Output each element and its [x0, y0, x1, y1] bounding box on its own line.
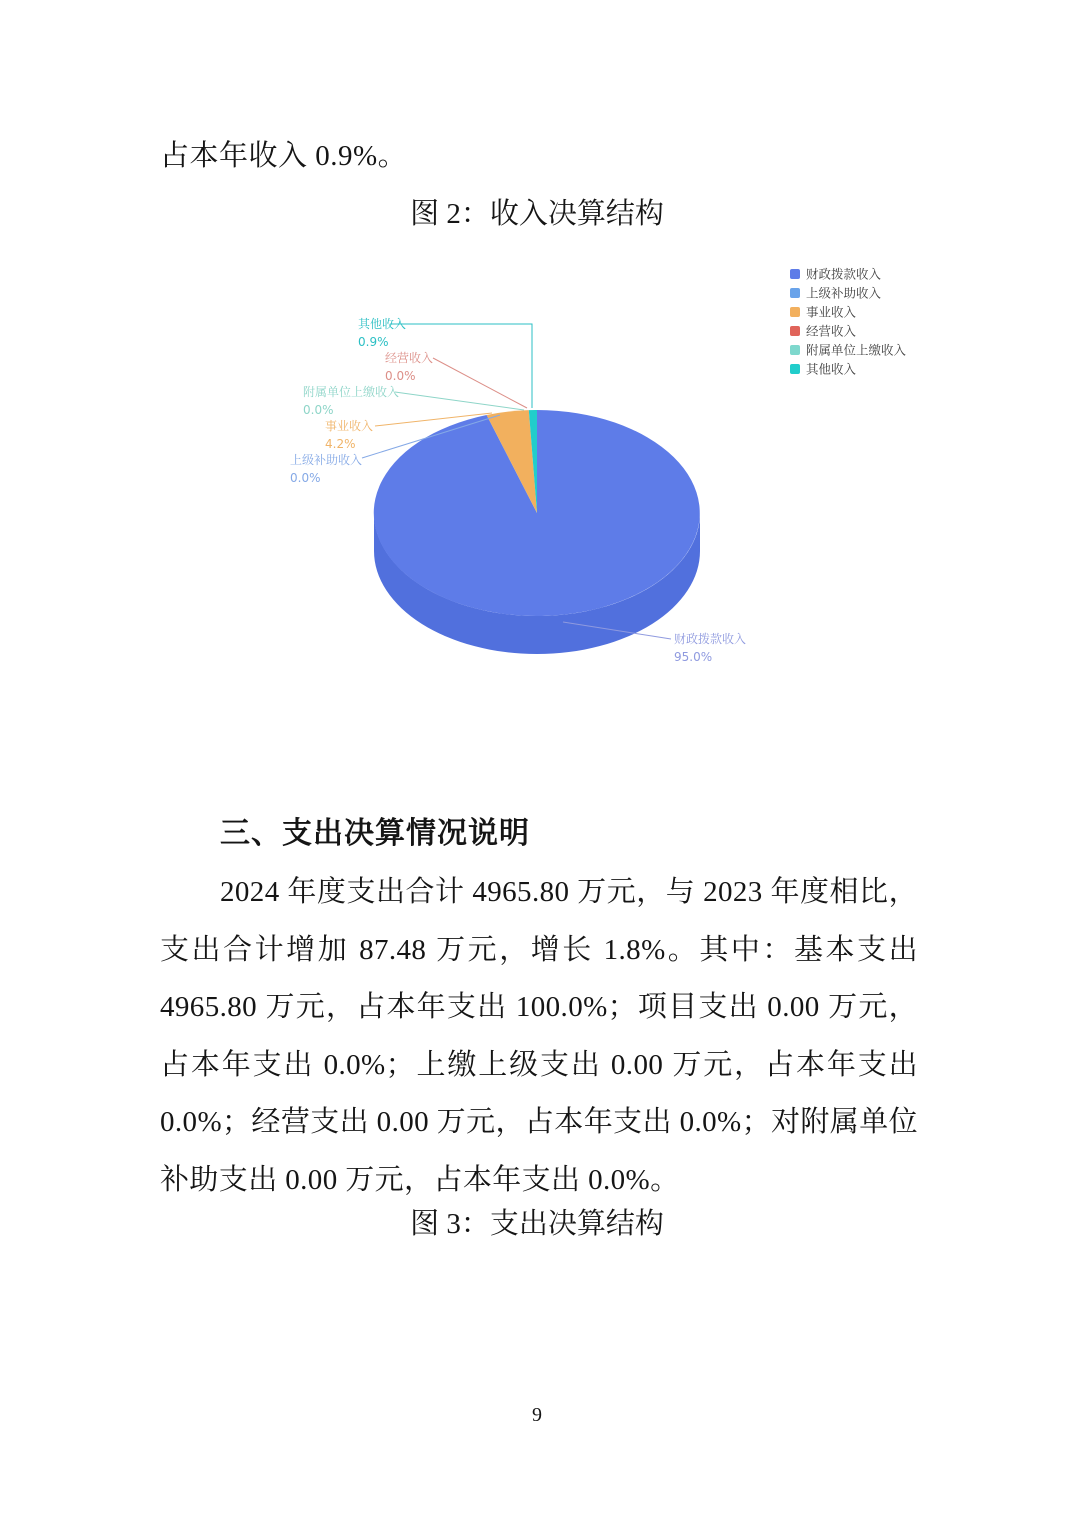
legend-item-jingying	[790, 324, 857, 339]
legend-label-shiye: 事业收入	[806, 304, 857, 320]
pie-3d-body	[374, 410, 700, 654]
legend-swatch-jingying	[790, 326, 800, 336]
leader-fushu	[395, 392, 524, 410]
leader-jingying	[433, 358, 527, 408]
legend-item-caizheng	[790, 267, 882, 282]
callout-fushu-pct: 0.0%	[303, 403, 334, 417]
legend-swatch-shangji	[790, 288, 800, 298]
legend-label-fushu: 附属单位上缴收入	[806, 342, 907, 358]
legend-item-qita	[790, 362, 857, 377]
callout-shiye-pct: 4.2%	[325, 437, 356, 451]
callout-qita-label: 其他收入	[358, 317, 407, 331]
page-number: 9	[532, 1404, 542, 1426]
callout-jingying-pct: 0.0%	[385, 369, 416, 383]
section-heading-expenditure: 三、支出决算情况说明	[220, 817, 530, 850]
expenditure-paragraph: 2024 年度支出合计 4965.80 万元，与 2023 年度相比，支出合计增加 87.48 万元，增长 1.8%。其中：基本支出 4965.80 万元，占本年支出 100.0%；项目支出 0.00 万元，占本年支出 0.0%；上缴上级支出 0.00 万元，占本年支出 0.0%；经营支出 0.00 万元，占本年支出 0.0%；对附属单位补助支出 0.00 万元，占本年支出 0.0%。	[160, 876, 918, 1196]
leader-qita	[390, 324, 532, 408]
callout-shangji-label: 上级补助收入	[290, 453, 363, 467]
callout-caizheng-pct: 95.0%	[674, 650, 713, 664]
legend-label-caizheng: 财政拨款收入	[806, 266, 882, 282]
figure3-caption: 图 3：支出决算结构	[410, 1208, 664, 1240]
legend-label-shangji: 上级补助收入	[806, 285, 882, 301]
legend-swatch-fushu	[790, 345, 800, 355]
callout-fushu-label: 附属单位上缴收入	[303, 385, 400, 399]
callout-jingying-label: 经营收入	[385, 351, 434, 365]
callout-shangji-pct: 0.0%	[290, 471, 321, 485]
legend-item-shiye	[790, 305, 857, 320]
pie-chart-svg	[0, 250, 1074, 680]
legend-item-shangji	[790, 286, 882, 301]
legend-swatch-caizheng	[790, 269, 800, 279]
legend-swatch-shiye	[790, 307, 800, 317]
legend-swatch-qita	[790, 364, 800, 374]
income-pie-chart	[0, 250, 1074, 680]
chart-legend	[790, 267, 907, 377]
legend-label-qita: 其他收入	[806, 361, 857, 377]
legend-label-jingying: 经营收入	[806, 323, 857, 339]
figure2-caption: 图 2：收入决算结构	[410, 198, 664, 230]
top-paragraph: 占本年收入 0.9%。	[160, 140, 408, 172]
legend-item-fushu	[790, 343, 907, 358]
callout-shiye-label: 事业收入	[325, 419, 374, 433]
callout-caizheng-label: 财政拨款收入	[674, 632, 747, 646]
callout-qita-pct: 0.9%	[358, 335, 389, 349]
